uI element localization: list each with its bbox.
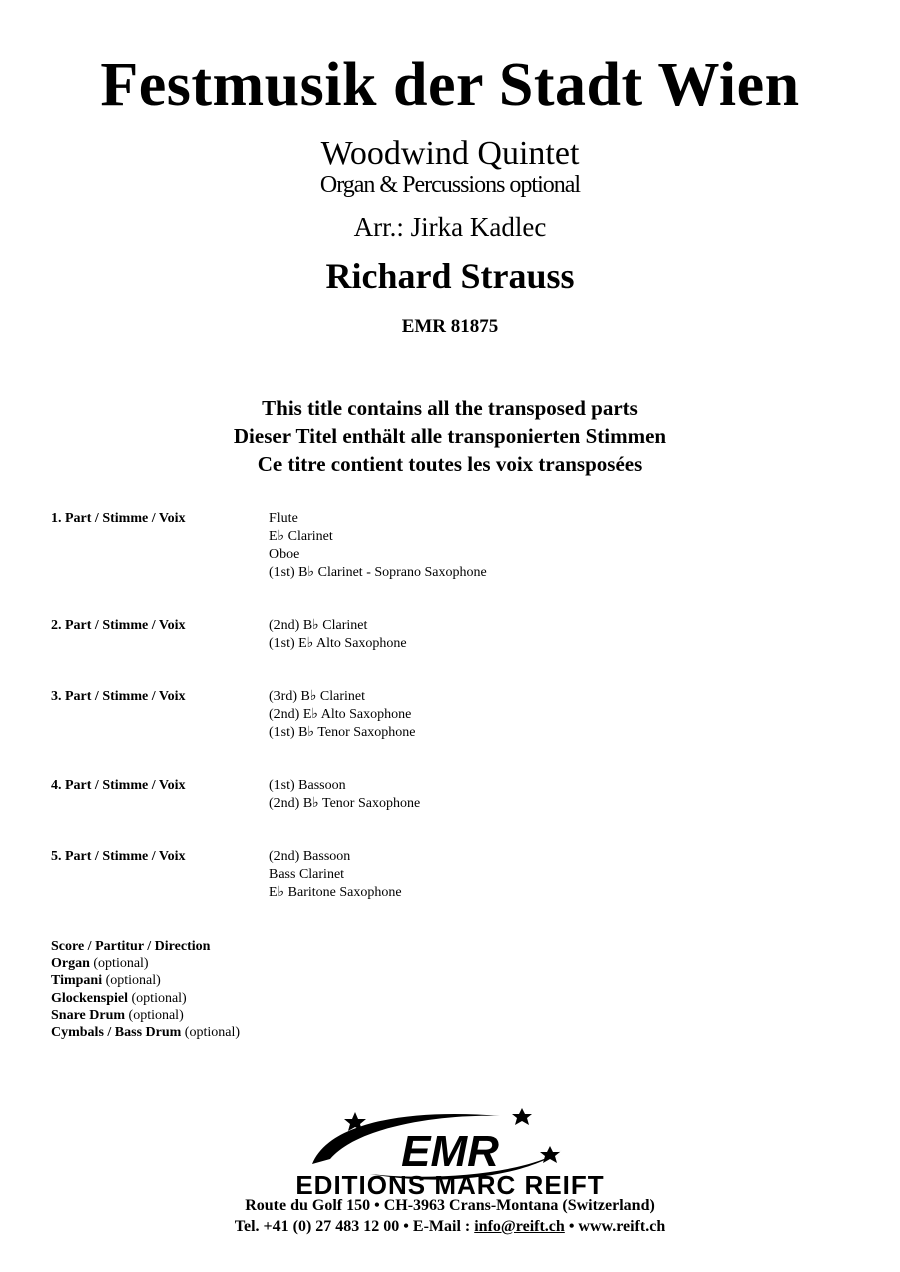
instrument: (1st) E♭ Alto Saxophone xyxy=(269,636,407,651)
extra-name: Snare Drum xyxy=(51,1007,126,1023)
part-3-label: 3. Part / Stimme / Voix xyxy=(51,689,186,704)
page-title: Festmusik der Stadt Wien xyxy=(100,51,800,119)
extra-item xyxy=(51,972,240,989)
instrument: (2nd) B♭ Clarinet xyxy=(269,618,368,633)
extra-item xyxy=(51,938,240,955)
arranger: Arr.: Jirka Kadlec xyxy=(353,212,547,242)
composer: Richard Strauss xyxy=(325,256,575,296)
website: • www.reift.ch xyxy=(564,1218,666,1235)
extra-note: (optional) xyxy=(93,956,149,972)
part-4-instruments xyxy=(269,777,420,813)
extra-name: Glockenspiel xyxy=(51,990,129,1006)
extra-item xyxy=(51,955,240,972)
extra-note: (optional) xyxy=(184,1025,241,1041)
part-2-label: 2. Part / Stimme / Voix xyxy=(51,618,186,633)
extra-note: (optional) xyxy=(131,990,187,1006)
publisher-address: Route du Golf 150 • CH-3963 Crans-Montana (Switzerland) xyxy=(245,1197,655,1214)
extra-name: Cymbals / Bass Drum xyxy=(51,1025,182,1041)
instrument: Bass Clarinet xyxy=(269,867,345,882)
part-1-label: 1. Part / Stimme / Voix xyxy=(51,511,186,526)
instrument: (1st) Bassoon xyxy=(269,778,346,793)
subtitle: Woodwind Quintet xyxy=(320,135,580,172)
publisher-name: EDITIONS MARC REIFT xyxy=(295,1170,605,1200)
notice-english: This title contains all the transposed parts xyxy=(262,396,638,420)
logo-text: EMR xyxy=(401,1127,499,1176)
part-5-instruments xyxy=(269,848,402,902)
extra-name: Organ xyxy=(51,956,90,972)
instrument: Flute xyxy=(269,511,298,526)
extra-note: (optional) xyxy=(105,973,161,989)
part-1-instruments xyxy=(269,510,487,582)
notice-french: Ce titre contient toutes les voix transposées xyxy=(257,452,643,476)
part-4-label: 4. Part / Stimme / Voix xyxy=(51,778,186,793)
publisher-contact xyxy=(0,1218,900,1236)
email-link[interactable]: info@reift.ch xyxy=(474,1218,565,1235)
part-2-instruments xyxy=(269,617,407,653)
instrument: E♭ Baritone Saxophone xyxy=(269,885,402,900)
extra-item xyxy=(51,990,240,1007)
part-3-instruments xyxy=(269,688,416,742)
telephone: Tel. +41 (0) 27 483 12 00 • E-Mail : xyxy=(234,1218,475,1235)
extra-note: (optional) xyxy=(128,1007,184,1023)
instrument: (2nd) Bassoon xyxy=(269,849,351,864)
instrument: (3rd) B♭ Clarinet xyxy=(269,689,366,704)
transposition-notice xyxy=(0,394,900,478)
instrument: (1st) B♭ Clarinet - Soprano Saxophone xyxy=(269,565,487,580)
optional-instruments-line: Organ & Percussions optional xyxy=(319,172,581,198)
instrument: (2nd) E♭ Alto Saxophone xyxy=(269,707,412,722)
instrument: Oboe xyxy=(269,547,300,562)
star-icon xyxy=(512,1108,532,1125)
notice-german: Dieser Titel enthält alle transponierten Stimmen xyxy=(233,424,667,448)
extra-item xyxy=(51,1024,240,1041)
instrument: (1st) B♭ Tenor Saxophone xyxy=(269,725,416,740)
instrument: (2nd) B♭ Tenor Saxophone xyxy=(269,796,421,811)
instrument: E♭ Clarinet xyxy=(269,529,333,544)
catalog-number: EMR 81875 xyxy=(401,316,499,337)
part-5-label: 5. Part / Stimme / Voix xyxy=(51,849,186,864)
extra-item xyxy=(51,1007,240,1024)
extra-name: Score / Partitur / Direction xyxy=(51,939,211,954)
score-and-optional-parts xyxy=(51,938,240,1041)
extra-name: Timpani xyxy=(51,973,103,989)
